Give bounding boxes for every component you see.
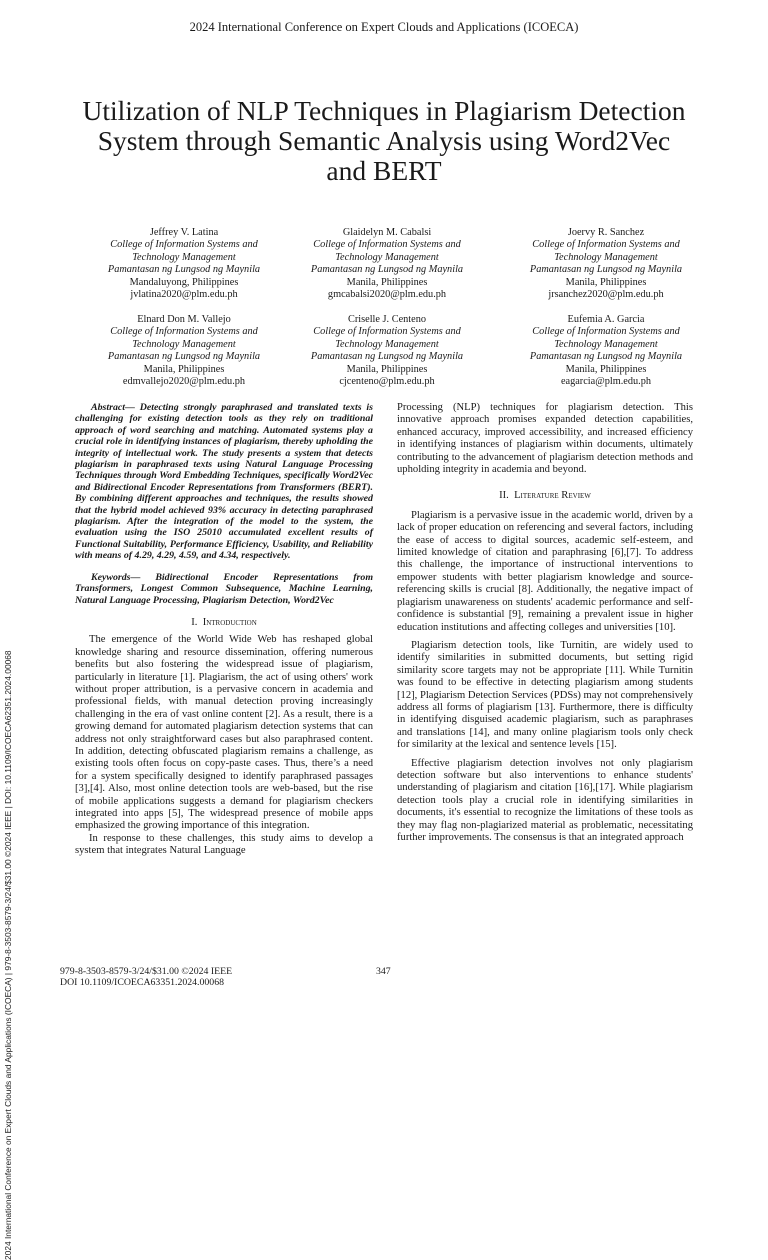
body-paragraph: The emergence of the World Wide Web has reshaped global knowledge sharing and resource dissemination, offering numerous benefits but also fostering the widespread issue of plagiarism, particularly in literature [1]. Plagiarism, the act of using others' work without proper attribution, is a pervasive concern in academia and professional fields, with manual detection proving increasingly challenging in the era of vast online content [2]. As a result, there is a growing demand for automated plagiarism detection systems that can address not only straightforward cases but also paraphrased content. In addition, detecting obfuscated plagiarism remains a challenge, as existing tools often focus on copy-paste cases. Thus, there’s a need for a system specifically designed to identify paraphrased passages [3],[4]. Also, most online detection tools are web-based, but the rise of mobile applications suggests a demand for plagiarism checkers integrated into apps [5], The widespread presence of mobile apps emphasized the growing importance of this integration. (75, 634, 373, 832)
author-name: Criselle J. Centeno (347, 314, 427, 325)
author-affiliation: College of Information Systems and (313, 239, 461, 251)
author-block (496, 227, 716, 301)
paper-title: Utilization of NLP Techniques in Plagiarism Detection System through Semantic Analysis using Word2Vec and BERT (82, 95, 686, 186)
author-email: jvlatina2020@plm.edu.ph (130, 289, 238, 301)
author-affiliation: Technology Management (335, 338, 439, 350)
author-affiliation: Technology Management (554, 338, 658, 350)
body-paragraph: Processing (NLP) techniques for plagiarism detection. This innovative approach promises expanded detection capabilities, enhanced accuracy, improved accessibility, and increased efficiency in identifying instances of plagiarism within documents, ultimately contributing to the advancement of plagiarism detection methods and upholding integrity in academia and beyond. (397, 402, 693, 476)
author-block (277, 314, 497, 388)
section-number: II. (499, 490, 509, 502)
footer-isbn: 979-8-3503-8579-3/24/$31.00 ©2024 IEEE (60, 966, 233, 977)
author-location: Manila, Philippines (565, 276, 647, 288)
author-name: Glaidelyn M. Cabalsi (342, 227, 432, 238)
author-affiliation: Pamantasan ng Lungsod ng Maynila (107, 351, 261, 363)
section-heading (397, 490, 693, 502)
author-email: eagarcia@plm.edu.ph (560, 376, 652, 388)
author-affiliation: College of Information Systems and (110, 326, 258, 338)
author-affiliation: College of Information Systems and (313, 326, 461, 338)
author-affiliation: Pamantasan ng Lungsod ng Maynila (529, 351, 683, 363)
author-location: Manila, Philippines (346, 363, 428, 375)
body-paragraph: Plagiarism is a pervasive issue in the academic world, driven by a lack of proper education on referencing and several factors, including the ease of access to digital sources, academic self-esteem, and limited knowledge of citation and paraphrasing [6],[7]. To address this challenge, the importance of instructional interventions to empower students with better plagiarism knowledge and source-referencing skills is crucial [8]. Additionally, the negative impact of plagiarism unawareness on students' academic performance and self-confidence is substantial [9], remaining a prevalent issue in higher education institutions and affecting colleges and universities [10]. (397, 509, 693, 633)
author-affiliation: Technology Management (132, 251, 236, 263)
section-title: Introduction (202, 616, 257, 628)
page-number: 347 (376, 966, 391, 977)
author-email: edmvallejo2020@plm.edu.ph (122, 376, 246, 388)
author-location: Manila, Philippines (346, 276, 428, 288)
author-block (74, 227, 294, 301)
author-affiliation: College of Information Systems and (532, 326, 680, 338)
author-location: Mandaluyong, Philippines (129, 276, 239, 288)
author-name: Elnard Don M. Vallejo (137, 314, 231, 325)
author-affiliation: Pamantasan ng Lungsod ng Maynila (107, 264, 261, 276)
author-email: jrsanchez2020@plm.edu.ph (548, 289, 664, 301)
abstract: Abstract— Detecting strongly paraphrased and translated texts is challenging for existing detection tools as they rely on traditional approach of word searching and matching. Automated systems play a crucial role in identifying instances of plagiarism, thereby upholding the integrity of intellectual work. The study presents a system that detects plagiarism in paraphrased texts using Natural Language Processing Techniques through Word Embedding Techniques, specifically Word2Vec and Bidirectional Encoder Representations from Transformers (BERT). By combining different approaches and techniques, the results showed that the hybrid model achieved 93% accuracy in detecting paraphrased plagiarism. After the integration of the model to the system, the evaluation using the ISO 25010 accumulated excellent results of Functional Suitability, Performance Efficiency, Usability, and Reliability with means of 4.29, 4.29, 4.59, and 4.34, respectively. (75, 402, 373, 562)
author-affiliation: College of Information Systems and (110, 239, 258, 251)
author-affiliation: Technology Management (554, 251, 658, 263)
author-block (74, 314, 294, 388)
author-affiliation: Pamantasan ng Lungsod ng Maynila (310, 351, 464, 363)
side-identifier: 2024 International Conference on Expert Clouds and Applications (ICOECA) | 979-8-3503-8579-3/24/$31.00 ©2024 IEEE | DOI: 10.1109/ICOECA62351.2024.00068 (3, 650, 13, 1260)
author-affiliation: Pamantasan ng Lungsod ng Maynila (310, 264, 464, 276)
author-email: gmcabalsi2020@plm.edu.ph (327, 289, 447, 301)
section-heading (75, 617, 373, 629)
footer-doi: DOI 10.1109/ICOECA63351.2024.00068 (60, 977, 225, 988)
author-location: Manila, Philippines (565, 363, 647, 375)
body-paragraph: Effective plagiarism detection involves not only plagiarism detection software but also interventions to enhance students' understanding of plagiarism and citation [16],[17]. While plagiarism detection tools play a crucial role in identifying similarities in documents, it's essential to recognize the limitations of these tools as they may flag non-plagiarized material as problematic, necessitating further improvements. The consensus is that an integrated approach (397, 757, 693, 843)
author-affiliation: Pamantasan ng Lungsod ng Maynila (529, 264, 683, 276)
author-affiliation: Technology Management (335, 251, 439, 263)
author-block (277, 227, 497, 301)
author-block (496, 314, 716, 388)
author-affiliation: Technology Management (132, 338, 236, 350)
author-name: Eufemia A. Garcia (567, 314, 645, 325)
author-name: Joervy R. Sanchez (567, 227, 645, 238)
keywords: Keywords— Bidirectional Encoder Representations from Transformers, Longest Common Subsequence, Machine Learning, Natural Language Processing, Plagiarism Detection, Word2Vec (75, 571, 373, 606)
author-email: cjcenteno@plm.edu.ph (339, 376, 435, 388)
author-affiliation: College of Information Systems and (532, 239, 680, 251)
section-title: Literature Review (514, 490, 591, 502)
author-name: Jeffrey V. Latina (149, 227, 219, 238)
body-paragraph: In response to these challenges, this study aims to develop a system that integrates Natural Language (75, 832, 373, 857)
footer-identifiers (60, 966, 232, 988)
body-paragraph: Plagiarism detection tools, like Turnitin, are widely used to identify similarities in submitted documents, but setting rigid similarity score targets may not be appropriate [11]. While Turnitin was found to be effective in detecting plagiarism among students [12], Plagiarism Detection Services (PDSs) may not comprehensively address all forms of plagiarism [13]. Furthermore, there is difficulty in identifying disguised academic plagiarism, such as paraphrases and translations [14], and many online plagiarism tools only check for similarity at the lexical and sentence levels [15]. (397, 639, 693, 751)
right-column (397, 402, 693, 844)
left-column (75, 402, 373, 858)
conference-header: 2024 International Conference on Expert Clouds and Applications (ICOECA) (189, 20, 579, 34)
author-location: Manila, Philippines (143, 363, 225, 375)
section-number: I. (191, 616, 198, 628)
